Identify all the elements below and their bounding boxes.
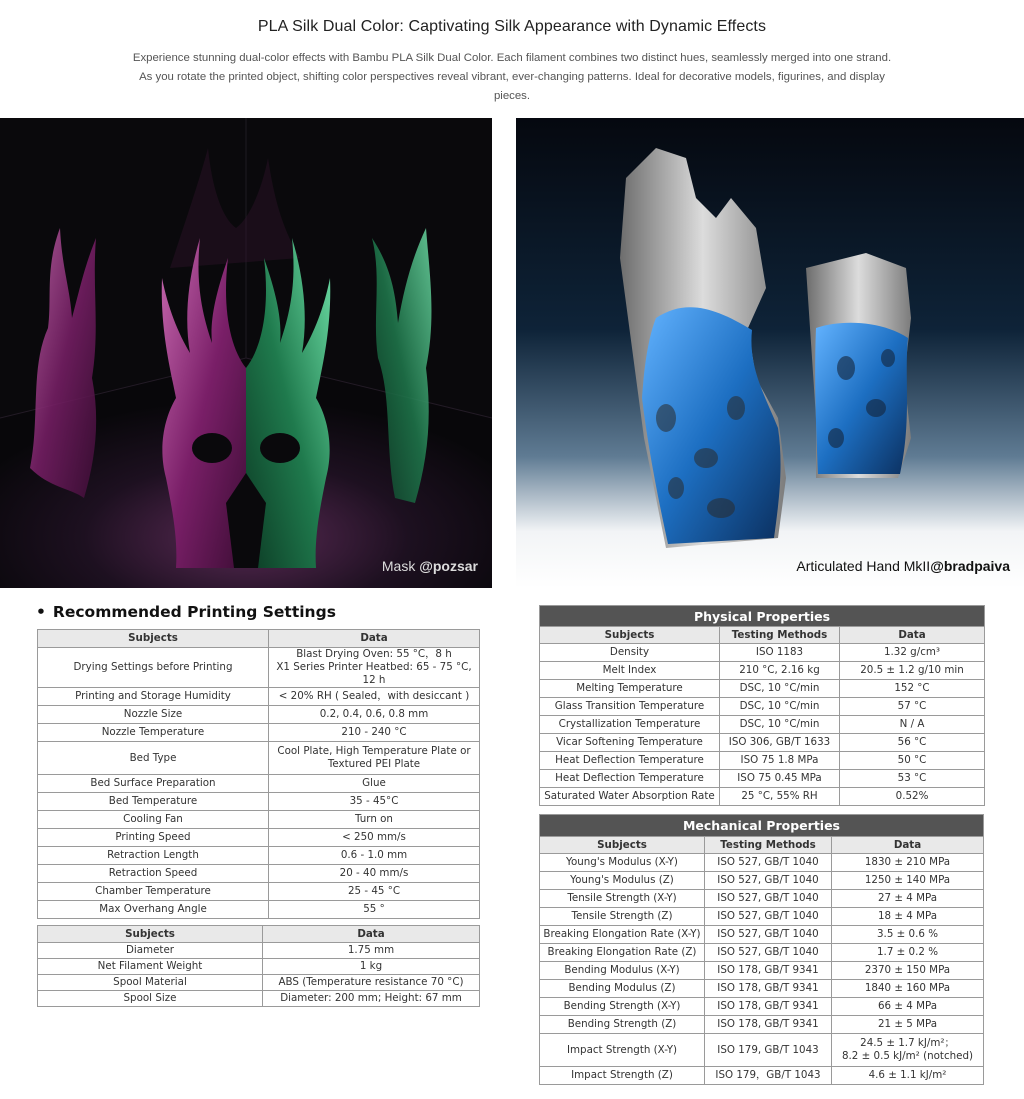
data-cell: < 20% RH ( Sealed，with desiccant ) bbox=[269, 688, 480, 706]
table-row bbox=[38, 829, 480, 847]
method-cell: ISO 178, GB/T 9341 bbox=[705, 980, 832, 998]
data-cell: 4.6 ± 1.1 kJ/m² bbox=[832, 1067, 984, 1085]
table-row bbox=[38, 991, 480, 1007]
data-cell: 35 - 45°C bbox=[269, 793, 480, 811]
subject-cell: Breaking Elongation Rate (Z) bbox=[540, 944, 705, 962]
table-header-row bbox=[38, 926, 480, 943]
method-cell: 210 °C, 2.16 kg bbox=[720, 662, 840, 680]
data-cell: 1830 ± 210 MPa bbox=[832, 854, 984, 872]
table-row bbox=[38, 865, 480, 883]
data-cell: Cool Plate, High Temperature Plate or Textured PEI Plate bbox=[269, 742, 480, 775]
method-cell: ISO 527, GB/T 1040 bbox=[705, 890, 832, 908]
table-row bbox=[38, 811, 480, 829]
mask-caption bbox=[382, 558, 478, 574]
subject-cell: Bed Temperature bbox=[38, 793, 269, 811]
subject-cell: Cooling Fan bbox=[38, 811, 269, 829]
table-title-row bbox=[540, 606, 985, 627]
subject-cell: Heat Deflection Temperature bbox=[540, 770, 720, 788]
data-cell: 0.6 - 1.0 mm bbox=[269, 847, 480, 865]
data-cell: 3.5 ± 0.6 % bbox=[832, 926, 984, 944]
subject-cell: Saturated Water Absorption Rate bbox=[540, 788, 720, 806]
table-row bbox=[540, 662, 985, 680]
data-cell: 20 - 40 mm/s bbox=[269, 865, 480, 883]
subject-cell: Bending Strength (X-Y) bbox=[540, 998, 705, 1016]
data-cell: 57 °C bbox=[840, 698, 985, 716]
subject-cell: Printing and Storage Humidity bbox=[38, 688, 269, 706]
subject-cell: Crystallization Temperature bbox=[540, 716, 720, 734]
subject-cell: Bending Strength (Z) bbox=[540, 1016, 705, 1034]
column-header: Data bbox=[832, 837, 984, 854]
data-cell: Turn on bbox=[269, 811, 480, 829]
table-row bbox=[540, 734, 985, 752]
subject-cell: Melting Temperature bbox=[540, 680, 720, 698]
mechanical-properties-title: Mechanical Properties bbox=[540, 815, 984, 837]
table-row bbox=[540, 770, 985, 788]
method-cell: ISO 527, GB/T 1040 bbox=[705, 872, 832, 890]
method-cell: DSC, 10 °C/min bbox=[720, 716, 840, 734]
table-row bbox=[540, 962, 984, 980]
subject-cell: Melt Index bbox=[540, 662, 720, 680]
intro-header bbox=[0, 0, 1024, 106]
subject-cell: Drying Settings before Printing bbox=[38, 648, 269, 688]
bullet-icon: • bbox=[36, 603, 46, 621]
data-cell: 18 ± 4 MPa bbox=[832, 908, 984, 926]
subject-cell: Bed Surface Preparation bbox=[38, 775, 269, 793]
data-cell: 1.32 g/cm³ bbox=[840, 644, 985, 662]
subject-cell: Impact Strength (X-Y) bbox=[540, 1034, 705, 1067]
hand-caption bbox=[796, 558, 1010, 574]
method-cell: ISO 1183 bbox=[720, 644, 840, 662]
data-cell: 21 ± 5 MPa bbox=[832, 1016, 984, 1034]
table-row bbox=[38, 943, 480, 959]
page-title: PLA Silk Dual Color: Captivating Silk Appearance with Dynamic Effects bbox=[257, 18, 767, 35]
table-row bbox=[540, 680, 985, 698]
method-cell: ISO 75 0.45 MPa bbox=[720, 770, 840, 788]
physical-properties-title: Physical Properties bbox=[540, 606, 985, 627]
method-cell: ISO 527, GB/T 1040 bbox=[705, 944, 832, 962]
table-row bbox=[540, 908, 984, 926]
method-cell: ISO 178, GB/T 9341 bbox=[705, 1016, 832, 1034]
column-header: Subjects bbox=[38, 926, 263, 943]
printing-settings-heading-text: Recommended Printing Settings bbox=[52, 603, 336, 621]
subject-cell: Bending Modulus (X-Y) bbox=[540, 962, 705, 980]
method-cell: ISO 179, GB/T 1043 bbox=[705, 1034, 832, 1067]
method-cell: ISO 527, GB/T 1040 bbox=[705, 854, 832, 872]
column-header: Subjects bbox=[540, 627, 720, 644]
data-cell: 25 - 45 °C bbox=[269, 883, 480, 901]
table-row bbox=[540, 998, 984, 1016]
data-cell: 27 ± 4 MPa bbox=[832, 890, 984, 908]
data-cell: 1.75 mm bbox=[263, 943, 480, 959]
intro-description: Experience stunning dual-color effects with Bambu PLA Silk Dual Color. Each filament combines two distinct hues, seamlessly merged into one strand. As you rotate the printed object, shifting color perspectives reveal vibrant, ever-changing patterns. Ideal for decorative models, figurines, and display pieces. bbox=[132, 52, 892, 102]
table-row bbox=[38, 901, 480, 919]
table-row bbox=[540, 1034, 984, 1067]
table-title-row bbox=[540, 815, 984, 837]
data-cell: 20.5 ± 1.2 g/10 min bbox=[840, 662, 985, 680]
data-cell: 1840 ± 160 MPa bbox=[832, 980, 984, 998]
table-row bbox=[540, 890, 984, 908]
data-cell: 152 °C bbox=[840, 680, 985, 698]
mechanical-properties-table bbox=[539, 814, 984, 1085]
method-cell: ISO 178, GB/T 9341 bbox=[705, 998, 832, 1016]
table-row bbox=[38, 688, 480, 706]
subject-cell: Heat Deflection Temperature bbox=[540, 752, 720, 770]
data-cell: 53 °C bbox=[840, 770, 985, 788]
data-cell: 1 kg bbox=[263, 959, 480, 975]
method-cell: ISO 306, GB/T 1633 bbox=[720, 734, 840, 752]
method-cell: ISO 178, GB/T 9341 bbox=[705, 962, 832, 980]
data-cell: 1250 ± 140 MPa bbox=[832, 872, 984, 890]
column-header: Data bbox=[263, 926, 480, 943]
data-cell: 210 - 240 °C bbox=[269, 724, 480, 742]
data-cell: 1.7 ± 0.2 % bbox=[832, 944, 984, 962]
method-cell: DSC, 10 °C/min bbox=[720, 698, 840, 716]
subject-cell: Breaking Elongation Rate (X-Y) bbox=[540, 926, 705, 944]
table-row bbox=[38, 847, 480, 865]
method-cell: ISO 75 1.8 MPa bbox=[720, 752, 840, 770]
subject-cell: Printing Speed bbox=[38, 829, 269, 847]
table-row bbox=[38, 775, 480, 793]
table-row bbox=[38, 724, 480, 742]
data-cell: 50 °C bbox=[840, 752, 985, 770]
mask-caption-title: Mask bbox=[381, 558, 420, 574]
data-cell: 66 ± 4 MPa bbox=[832, 998, 984, 1016]
table-header-row bbox=[540, 627, 985, 644]
subject-cell: Spool Size bbox=[38, 991, 263, 1007]
data-cell: N / A bbox=[840, 716, 985, 734]
method-cell: ISO 527, GB/T 1040 bbox=[705, 908, 832, 926]
table-row bbox=[38, 959, 480, 975]
subject-cell: Diameter bbox=[38, 943, 263, 959]
subject-cell: Retraction Speed bbox=[38, 865, 269, 883]
table-row bbox=[540, 788, 985, 806]
table-row bbox=[540, 944, 984, 962]
subject-cell: Density bbox=[540, 644, 720, 662]
data-cell: 55 ° bbox=[269, 901, 480, 919]
table-row bbox=[540, 698, 985, 716]
table-row bbox=[540, 1067, 984, 1085]
table-row bbox=[540, 752, 985, 770]
hand-caption-author: @bradpaiva bbox=[930, 558, 1010, 574]
column-header: Subjects bbox=[540, 837, 705, 854]
table-row bbox=[38, 742, 480, 775]
data-cell: Glue bbox=[269, 775, 480, 793]
table-row bbox=[540, 644, 985, 662]
data-cell: 24.5 ± 1.7 kJ/m²； 8.2 ± 0.5 kJ/m² (notched) bbox=[832, 1034, 984, 1067]
table-row bbox=[38, 648, 480, 688]
table-header-row bbox=[38, 630, 480, 648]
mask-caption-author: @pozsar bbox=[419, 558, 478, 574]
column-header: Subjects bbox=[38, 630, 269, 648]
data-cell: ABS (Temperature resistance 70 °C) bbox=[263, 975, 480, 991]
subject-cell: Tensile Strength (Z) bbox=[540, 908, 705, 926]
subject-cell: Max Overhang Angle bbox=[38, 901, 269, 919]
table-row bbox=[540, 854, 984, 872]
subject-cell: Chamber Temperature bbox=[38, 883, 269, 901]
subject-cell: Net Filament Weight bbox=[38, 959, 263, 975]
subject-cell: Retraction Length bbox=[38, 847, 269, 865]
table-row bbox=[540, 980, 984, 998]
method-cell: ISO 179，GB/T 1043 bbox=[705, 1067, 832, 1085]
table-header-row bbox=[540, 837, 984, 854]
column-header: Testing Methods bbox=[705, 837, 832, 854]
table-row bbox=[540, 716, 985, 734]
articulated-hand-photo bbox=[516, 118, 1024, 588]
subject-cell: Impact Strength (Z) bbox=[540, 1067, 705, 1085]
spool-info-table bbox=[37, 925, 480, 1007]
method-cell: ISO 527, GB/T 1040 bbox=[705, 926, 832, 944]
data-cell: 0.2, 0.4, 0.6, 0.8 mm bbox=[269, 706, 480, 724]
physical-properties-table bbox=[539, 605, 985, 806]
data-cell: < 250 mm/s bbox=[269, 829, 480, 847]
method-cell: 25 °C, 55% RH bbox=[720, 788, 840, 806]
table-row bbox=[540, 1016, 984, 1034]
subject-cell: Vicar Softening Temperature bbox=[540, 734, 720, 752]
table-row bbox=[38, 793, 480, 811]
subject-cell: Spool Material bbox=[38, 975, 263, 991]
table-row bbox=[540, 926, 984, 944]
table-row bbox=[540, 872, 984, 890]
data-cell: Blast Drying Oven: 55 °C，8 h X1 Series Printer Heatbed: 65 - 75 °C, 12 h bbox=[269, 648, 480, 688]
subject-cell: Nozzle Temperature bbox=[38, 724, 269, 742]
mask-illustration bbox=[0, 118, 492, 588]
data-cell: 2370 ± 150 MPa bbox=[832, 962, 984, 980]
subject-cell: Glass Transition Temperature bbox=[540, 698, 720, 716]
hand-caption-title: Articulated Hand MkII bbox=[796, 558, 931, 574]
table-row bbox=[38, 883, 480, 901]
method-cell: DSC, 10 °C/min bbox=[720, 680, 840, 698]
subject-cell: Bed Type bbox=[38, 742, 269, 775]
subject-cell: Bending Modulus (Z) bbox=[540, 980, 705, 998]
subject-cell: Young's Modulus (X-Y) bbox=[540, 854, 705, 872]
hand-illustration bbox=[516, 118, 1024, 588]
column-header: Data bbox=[840, 627, 985, 644]
data-cell: 56 °C bbox=[840, 734, 985, 752]
table-row bbox=[38, 975, 480, 991]
printing-settings-table bbox=[37, 629, 480, 919]
data-cell: Diameter: 200 mm; Height: 67 mm bbox=[263, 991, 480, 1007]
column-header: Testing Methods bbox=[720, 627, 840, 644]
data-cell: 0.52% bbox=[840, 788, 985, 806]
subject-cell: Nozzle Size bbox=[38, 706, 269, 724]
table-row bbox=[38, 706, 480, 724]
printing-settings-heading bbox=[36, 603, 336, 621]
mask-photo bbox=[0, 118, 492, 588]
subject-cell: Young's Modulus (Z) bbox=[540, 872, 705, 890]
subject-cell: Tensile Strength (X-Y) bbox=[540, 890, 705, 908]
column-header: Data bbox=[269, 630, 480, 648]
